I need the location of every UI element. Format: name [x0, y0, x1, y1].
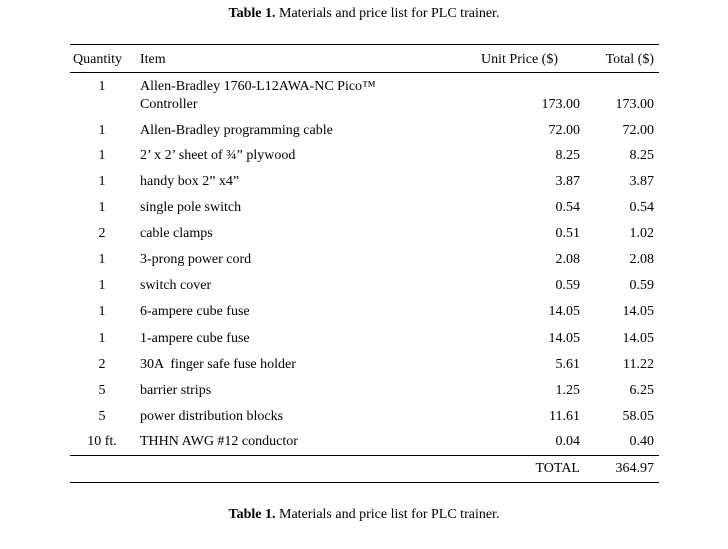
total-label: TOTAL: [535, 461, 580, 476]
row-total: 0.59: [629, 278, 654, 293]
caption-label: Table 1.: [228, 507, 276, 522]
row-total: 14.05: [622, 304, 654, 319]
row-item: handy box 2” x4”: [140, 174, 240, 189]
row-item: Allen-Bradley programming cable: [140, 123, 333, 138]
caption-text: Materials and price list for PLC trainer.: [279, 6, 500, 21]
row-total: 72.00: [622, 123, 654, 138]
row-qty: 1: [98, 278, 106, 293]
header-total: Total ($): [605, 52, 654, 67]
row-qty: 2: [98, 357, 106, 372]
row-total: 58.05: [622, 409, 654, 424]
row-qty: 2: [98, 226, 106, 241]
header-quantity: Quantity: [73, 52, 122, 67]
header-bottom-rule: [70, 72, 659, 73]
row-item: barrier strips: [140, 383, 212, 398]
row-item: 6-ampere cube fuse: [140, 304, 250, 319]
row-qty: 1: [98, 79, 106, 94]
row-unit-price: 0.51: [555, 226, 580, 241]
row-item: 1-ampere cube fuse: [140, 331, 250, 346]
row-item: power distribution blocks: [140, 409, 284, 424]
row-total: 1.02: [629, 226, 654, 241]
row-qty: 10 ft.: [87, 434, 117, 449]
row-total: 173.00: [615, 97, 654, 112]
total-value: 364.97: [615, 461, 654, 476]
row-total: 3.87: [629, 174, 654, 189]
row-total: 0.54: [629, 200, 654, 215]
row-item: THHN AWG #12 conductor: [140, 434, 298, 449]
row-qty: 1: [98, 331, 106, 346]
row-qty: 1: [98, 148, 106, 163]
row-qty: 1: [98, 252, 106, 267]
row-total: 0.40: [629, 434, 654, 449]
header-item: Item: [140, 52, 166, 67]
row-unit-price: 8.25: [555, 148, 580, 163]
row-item-continued: Controller: [140, 97, 198, 112]
row-item: switch cover: [140, 278, 212, 293]
row-unit-price: 0.59: [555, 278, 580, 293]
row-unit-price: 14.05: [548, 304, 580, 319]
row-unit-price: 1.25: [555, 383, 580, 398]
caption-text: Materials and price list for PLC trainer.: [279, 507, 500, 522]
row-qty: 5: [98, 409, 106, 424]
row-total: 2.08: [629, 252, 654, 267]
row-qty: 1: [98, 304, 106, 319]
total-top-rule: [70, 455, 659, 456]
header-unit-price: Unit Price ($): [481, 52, 558, 67]
caption-label: Table 1.: [228, 6, 276, 21]
row-unit-price: 11.61: [549, 409, 580, 424]
row-item: 30A finger safe fuse holder: [140, 357, 296, 372]
row-item: cable clamps: [140, 226, 213, 241]
header-top-rule: [70, 44, 659, 45]
row-unit-price: 0.04: [555, 434, 580, 449]
row-qty: 5: [98, 383, 106, 398]
row-total: 6.25: [629, 383, 654, 398]
row-item: 3-prong power cord: [140, 252, 252, 267]
row-qty: 1: [98, 123, 106, 138]
row-unit-price: 0.54: [555, 200, 580, 215]
row-total: 8.25: [629, 148, 654, 163]
row-unit-price: 5.61: [555, 357, 580, 372]
row-unit-price: 14.05: [548, 331, 580, 346]
row-qty: 1: [98, 200, 106, 215]
row-item: Allen-Bradley 1760-L12AWA-NC Pico™: [140, 79, 376, 94]
row-item: 2’ x 2’ sheet of ¾” plywood: [140, 148, 296, 163]
row-total: 11.22: [623, 357, 654, 372]
row-unit-price: 72.00: [548, 123, 580, 138]
table-bottom-rule: [70, 482, 659, 483]
row-unit-price: 173.00: [541, 97, 580, 112]
row-total: 14.05: [622, 331, 654, 346]
table-caption-top: [0, 6, 728, 22]
table-caption-bottom: [0, 507, 728, 523]
row-qty: 1: [98, 174, 106, 189]
row-unit-price: 2.08: [555, 252, 580, 267]
row-item: single pole switch: [140, 200, 242, 215]
row-unit-price: 3.87: [555, 174, 580, 189]
